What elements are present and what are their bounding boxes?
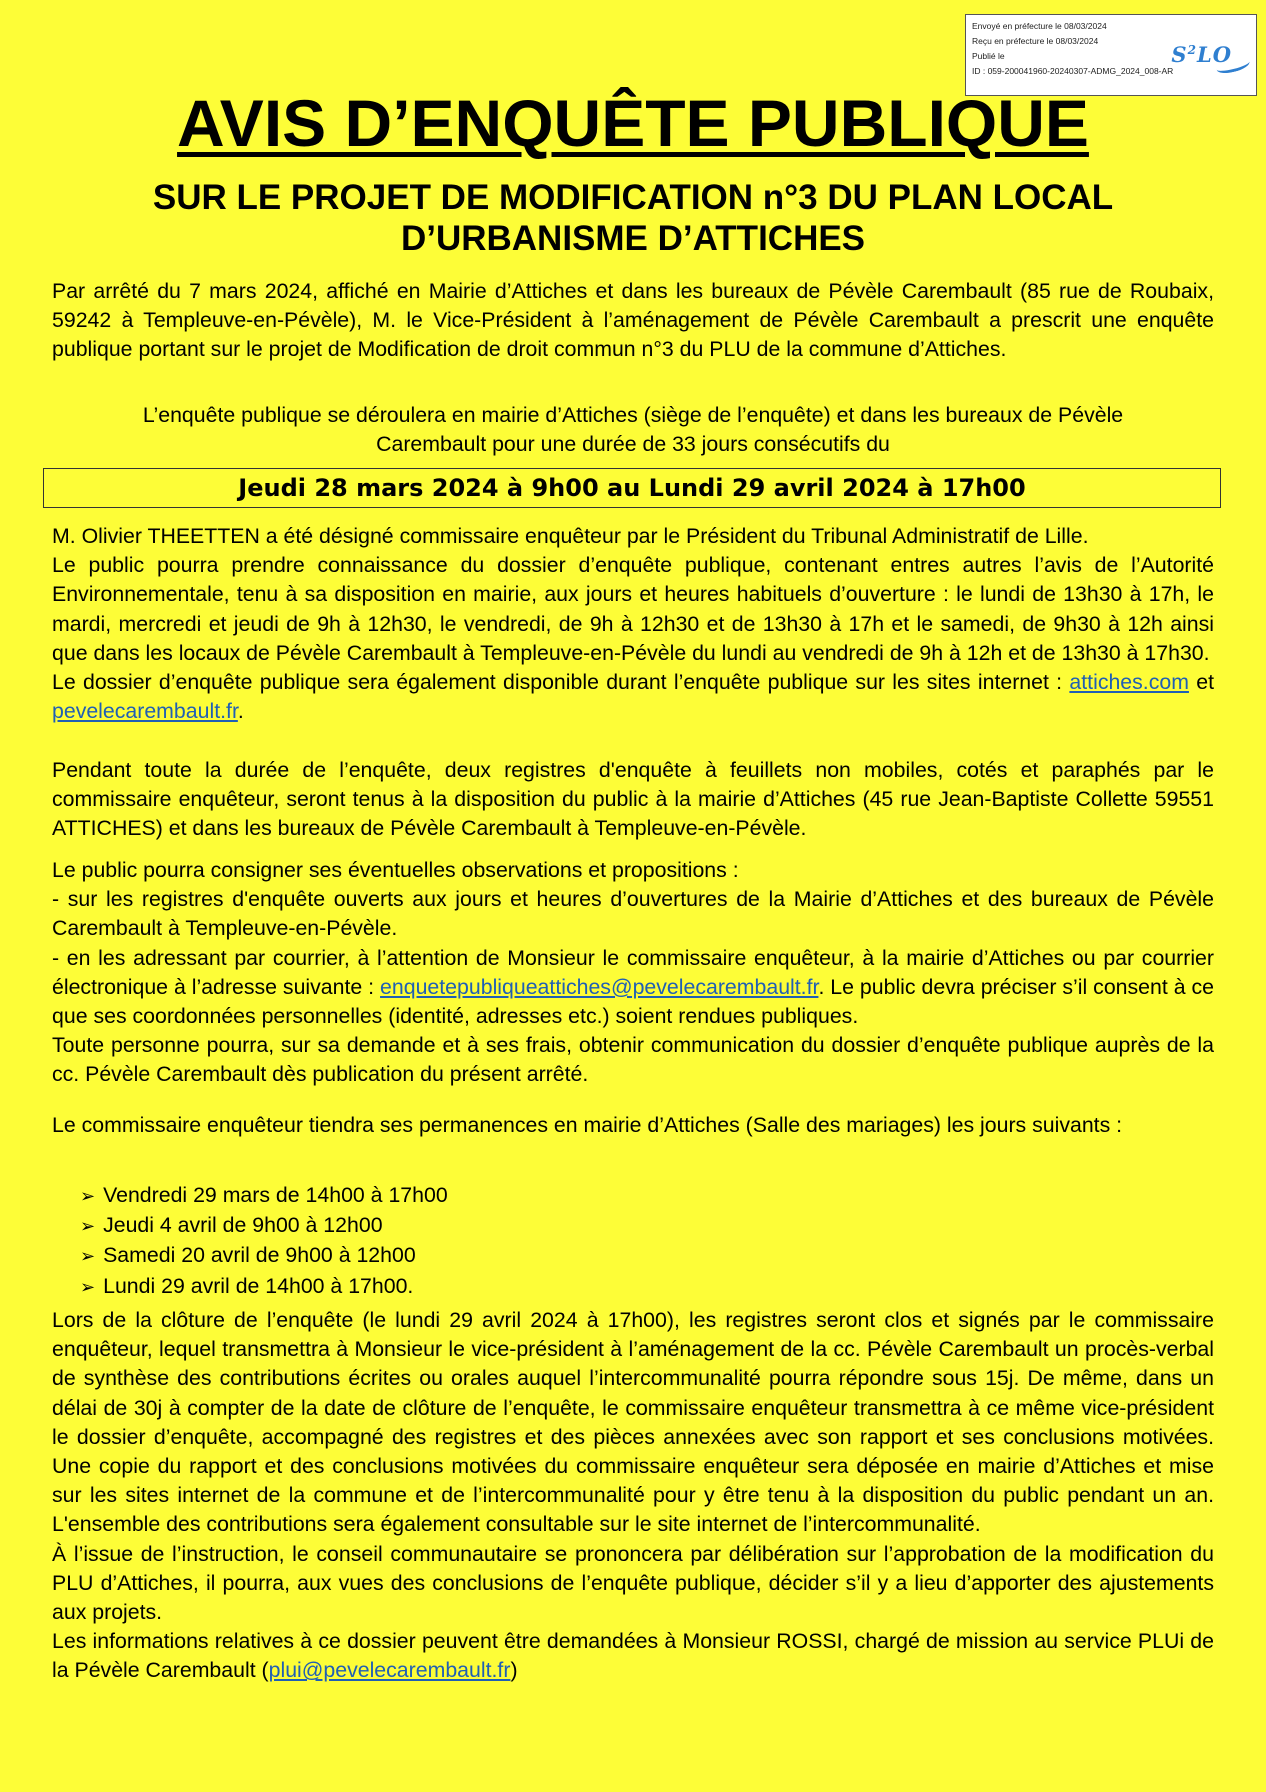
commissioner-paragraph xyxy=(52,522,1214,726)
observations-paragraph xyxy=(52,856,1214,1090)
duration-line-2: Carembault pour une durée de 33 jours consécutifs du xyxy=(376,432,890,457)
observations-item-3: Toute personne pourra, sur sa demande et à ses frais, obtenir communication du dossier d’enquête publique auprès de la cc. Pévèle Carembault dès publication du présent arrêté. xyxy=(52,1033,1214,1087)
closing-text: Lors de la clôture de l’enquête (le lundi 29 avril 2024 à 17h00), les registres seront clos et signés par le commissaire enquêteur, lequel transmettra à Monsieur le vice-président à l’aménagement de la cc. Pévèle Carembault un procès-verbal de synthèse des contributions écrites ou orales auquel l’intercommunalité pourra répondre sous 15j. De même, dans un délai de 30j à compter de la date de clôture de l’enquête, le commissaire enquêteur transmettra à ce même vice-président le dossier d’enquête, accompagné des registres et des pièces annexées avec son rapport et ses conclusions motivées. Une copie du rapport et des conclusions motivées du commissaire enquêteur sera déposée en mairie d’Attiches et mise sur les sites internet de la commune et de l’intercommunalité pour y être tenu à la disposition du public pendant un an. L'ensemble des contributions sera également consultable sur le site internet de l’intercommunalité. xyxy=(52,1308,1214,1537)
observations-item-2: - en les adressant par courrier, à l’attention de Monsieur le commissaire enquêteur, à la mairie d’Attiches ou par courrier électronique à l’adresse suivante : enquetepubliqueattiches@pevelecarembault.fr. Le public devra préciser s’il consent à ce que ses coordonnées personnelles (identité, adresses etc.) soient rendues publiques. xyxy=(52,945,1214,1029)
stamp-received: Reçu en préfecture le 08/03/2024 xyxy=(972,36,1099,46)
intro-paragraph: Par arrêté du 7 mars 2024, affiché en Mairie d’Attiches et dans les bureaux de Pévèle Carembault (85 rue de Roubaix, 59242 à Templeuve-en-Pévèle), M. le Vice-Président à l’aménagement de Pévèle Carembault a prescrit une enquête publique portant sur le projet de Modification de droit commun n°3 du PLU de la commune d’Attiches. xyxy=(52,279,1214,362)
page-title: AVIS D’ENQUÊTE PUBLIQUE xyxy=(177,86,1089,160)
date-range-box: Jeudi 28 mars 2024 à 9h00 au Lundi 29 avril 2024 à 17h00 xyxy=(43,468,1221,508)
subtitle-line-2: D’URBANISME D’ATTICHES xyxy=(400,219,866,258)
prefecture-stamp xyxy=(965,14,1257,96)
page-subtitle xyxy=(52,177,1214,259)
online-text: Le dossier d’enquête publique sera également disponible durant l’enquête publique sur les sites internet : attiches.com et pevelecarembault.fr. xyxy=(52,670,1214,724)
pevelecarembault-link[interactable]: pevelecarembault.fr xyxy=(52,699,238,724)
list-item: ➢ Samedi 20 avril de 9h00 à 12h00 xyxy=(80,1241,880,1271)
stamp-id: ID : 059-200041960-20240307-ADMG_2024_008-AR xyxy=(972,66,1174,76)
list-item: ➢ Lundi 29 avril de 14h00 à 17h00. xyxy=(80,1272,880,1302)
stamp-sent: Envoyé en préfecture le 08/03/2024 xyxy=(972,21,1107,31)
permanences-list xyxy=(80,1181,880,1302)
duration-paragraph xyxy=(52,401,1214,459)
consultation-text: Le public pourra prendre connaissance du dossier d’enquête publique, contenant entres autres l’avis de l’Autorité Environnementale, tenu à sa disposition en mairie, aux jours et heures habituels d’ouverture : le lundi de 13h30 à 17h, le mardi, mercredi et jeudi de 9h à 12h30, le vendredi, de 9h à 12h30 et de 13h30 à 17h et le samedi, de 9h30 à 12h ainsi que dans les locaux de Pévèle Carembault à Templeuve-en-Pévèle du lundi au vendredi de 9h à 12h et de 13h30 à 17h30. xyxy=(52,553,1214,665)
s2lo-logo: $S^2LO$ xyxy=(1171,42,1232,67)
inquiry-email-link[interactable]: enquetepubliqueattiches@pevelecarembault.fr xyxy=(380,974,819,999)
observations-intro: Le public pourra consigner ses éventuelles observations et propositions : xyxy=(52,858,739,882)
decision-text: À l’issue de l’instruction, le conseil communautaire se prononcera par délibération sur l’approbation de la modification du PLU d’Attiches, il pourra, aux vues des conclusions de l’enquête publique, décider s’il y a lieu d’apporter des ajustements aux projets. xyxy=(52,1541,1214,1625)
contact-text: Les informations relatives à ce dossier peuvent être demandées à Monsieur ROSSI, chargé de mission au service PLUi de la Pévèle Carembault (plui@pevelecarembault.fr) xyxy=(52,1629,1214,1683)
duration-line-1: L’enquête publique se déroulera en mairie d’Attiches (siège de l’enquête) et dans les bureaux de Pévèle xyxy=(142,403,1124,427)
observations-item-1: - sur les registres d'enquête ouverts aux jours et heures d’ouvertures de la Mairie d’Attiches et des bureaux de Pévèle Carembault à Templeuve-en-Pévèle. xyxy=(52,887,1214,941)
subtitle-line-1: SUR LE PROJET DE MODIFICATION n°3 DU PLAN LOCAL xyxy=(152,178,1114,217)
list-item: ➢ Vendredi 29 mars de 14h00 à 17h00 xyxy=(80,1181,880,1211)
registers-paragraph: Pendant toute la durée de l’enquête, deux registres d'enquête à feuillets non mobiles, cotés et paraphés par le commissaire enquêteur, seront tenus à la disposition du public à la mairie d’Attiches (45 rue Jean-Baptiste Collette 59551 ATTICHES) et dans les bureaux de Pévèle Carembault à Templeuve-en-Pévèle. xyxy=(52,758,1214,841)
permanences-intro: Le commissaire enquêteur tiendra ses permanences en mairie d’Attiches (Salle des mariages) les jours suivants : xyxy=(52,1113,1123,1137)
stamp-published: Publié le xyxy=(972,51,1005,61)
commissioner-text: M. Olivier THEETTEN a été désigné commissaire enquêteur par le Président du Tribunal Administratif de Lille. xyxy=(52,524,1089,548)
list-item: ➢ Jeudi 4 avril de 9h00 à 12h00 xyxy=(80,1211,880,1241)
attiches-link[interactable]: attiches.com xyxy=(1069,670,1189,695)
closing-paragraph xyxy=(52,1306,1214,1686)
plui-email-link[interactable]: plui@pevelecarembault.fr xyxy=(268,1658,511,1683)
